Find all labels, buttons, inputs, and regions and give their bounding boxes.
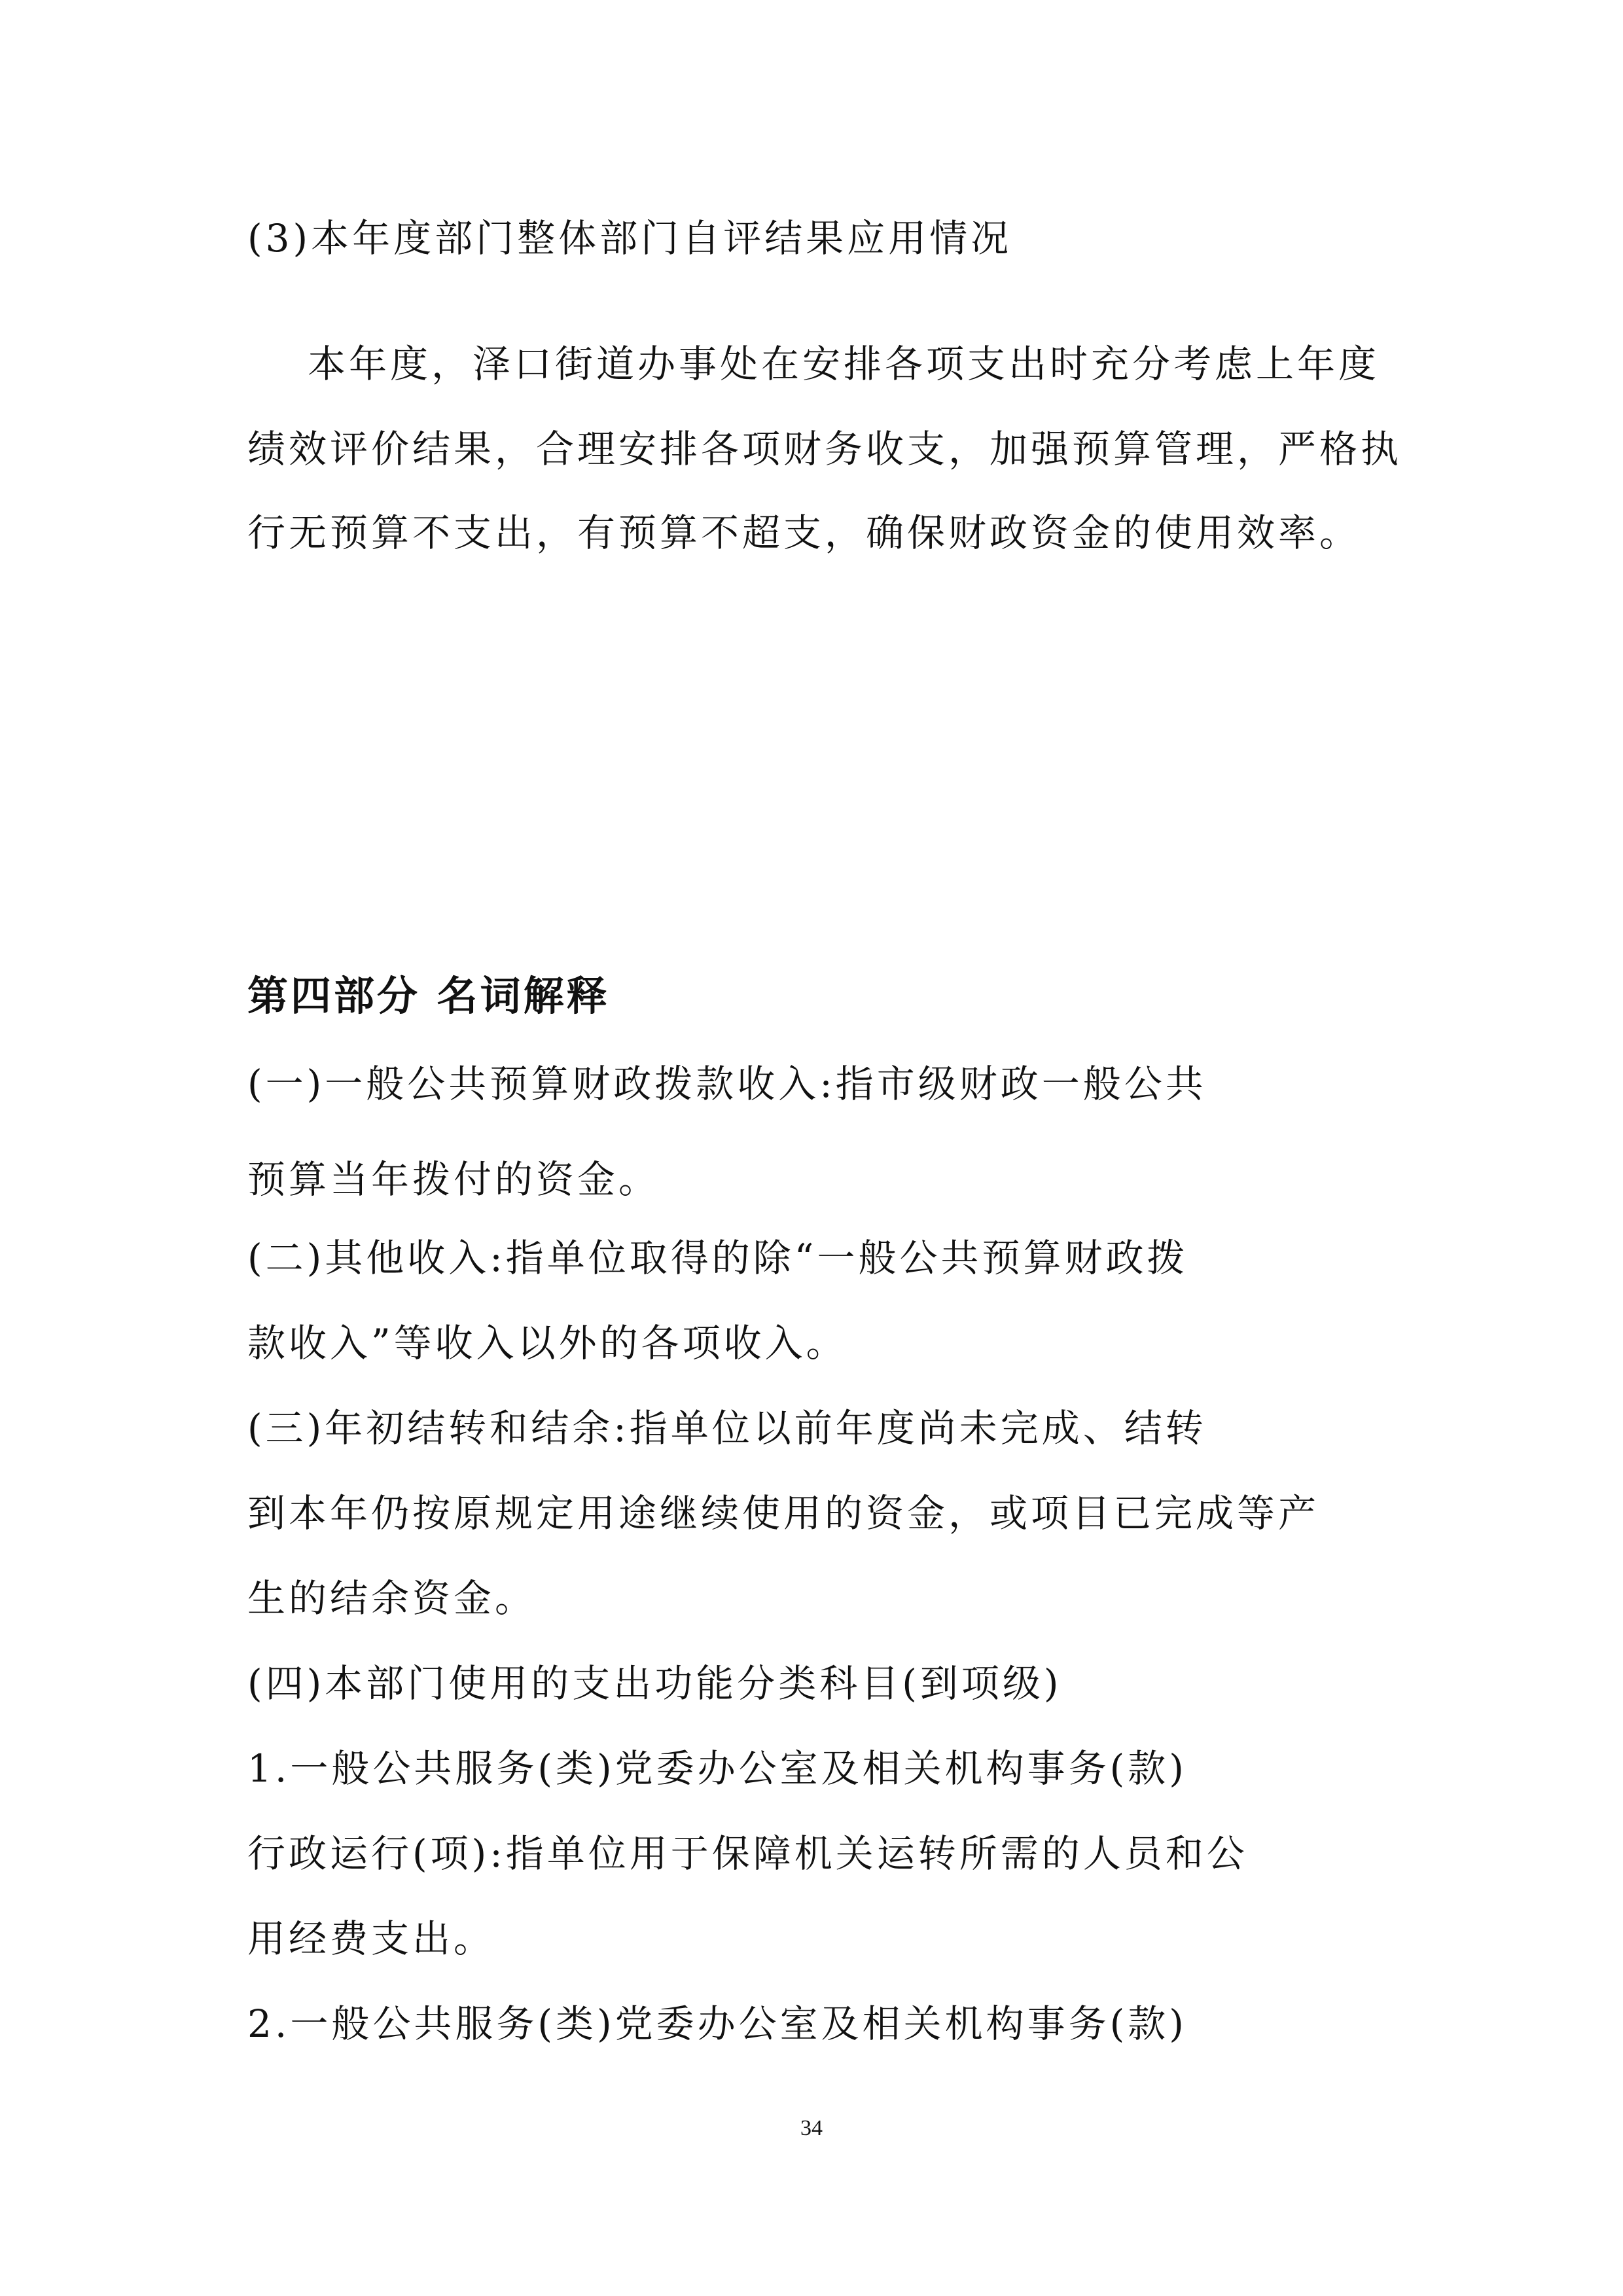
section-3-paragraph-line-1: 本年度，泽口街道办事处在安排各项支出时充分考虑上年度 bbox=[308, 342, 1380, 386]
glossary-line-2: 预算当年拨付的资金。 bbox=[247, 1157, 660, 1202]
glossary-line-3: (二)其他收入:指单位取得的除“一般公共预算财政拨 bbox=[247, 1236, 1188, 1280]
glossary-line-11: 用经费支出。 bbox=[247, 1916, 495, 1961]
page-number: 34 bbox=[800, 2116, 823, 2140]
glossary-line-6: 到本年仍按原规定用途继续使用的资金，或项目已完成等产 bbox=[247, 1491, 1320, 1535]
section-3-paragraph-line-3: 行无预算不支出，有预算不超支，确保财政资金的使用效率。 bbox=[247, 511, 1361, 555]
section-3-heading: (3)本年度部门整体部门自评结果应用情况 bbox=[247, 216, 1012, 260]
glossary-line-12: 2.一般公共服务(类)党委办公室及相关机构事务(款) bbox=[247, 2001, 1187, 2046]
section-3-paragraph-line-2: 绩效评价结果，合理安排各项财务收支，加强预算管理，严格执 bbox=[247, 427, 1402, 471]
glossary-line-9: 1.一般公共服务(类)党委办公室及相关机构事务(款) bbox=[247, 1746, 1187, 1791]
glossary-line-8: (四)本部门使用的支出功能分类科目(到项级) bbox=[247, 1661, 1062, 1706]
glossary-line-10: 行政运行(项):指单位用于保障机关运转所需的人员和公 bbox=[247, 1831, 1248, 1876]
glossary-line-7: 生的结余资金。 bbox=[247, 1576, 537, 1621]
part-4-title: 第四部分 名词解释 bbox=[247, 972, 610, 1020]
glossary-line-1: (一)一般公共预算财政拨款收入:指市级财政一般公共 bbox=[247, 1062, 1207, 1106]
glossary-line-5: (三)年初结转和结余:指单位以前年度尚未完成、结转 bbox=[247, 1406, 1207, 1450]
glossary-line-4: 款收入”等收入以外的各项收入。 bbox=[247, 1321, 847, 1365]
